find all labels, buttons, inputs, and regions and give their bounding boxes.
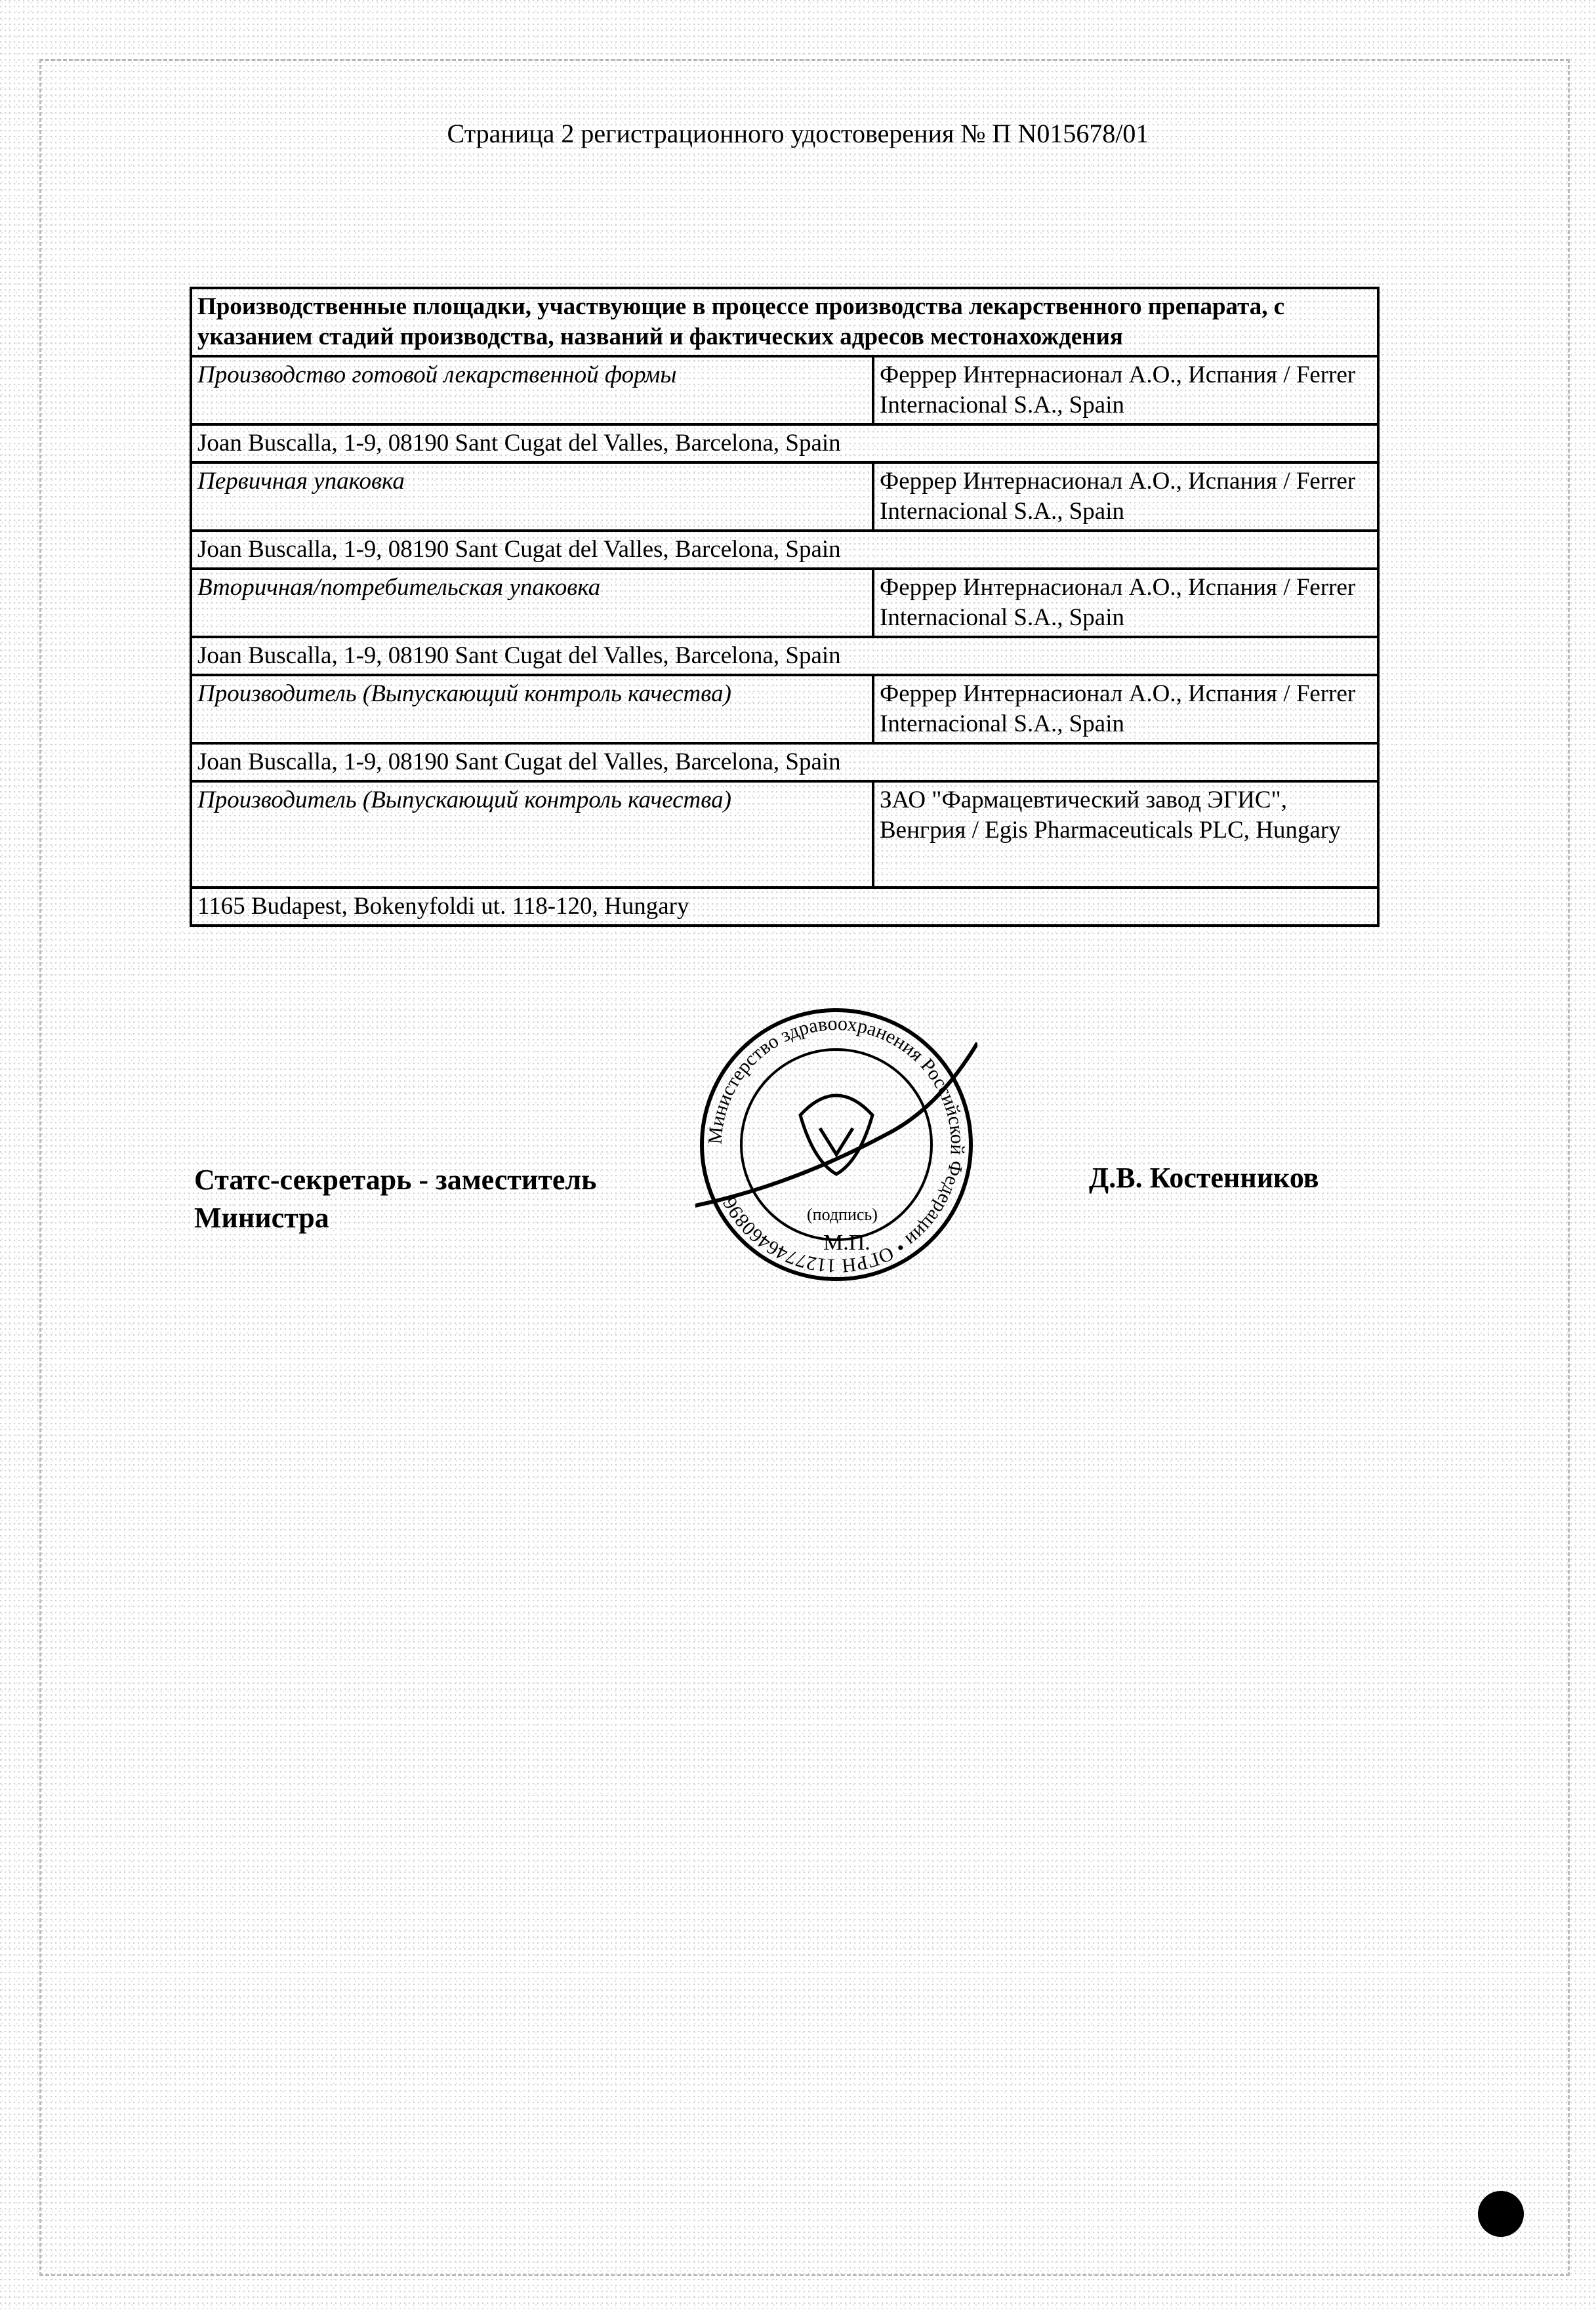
signatory-name: Д.В. Костенников — [1089, 1162, 1319, 1194]
company-cell: ЗАО "Фармацевтический завод ЭГИС", Венгрия / Egis Pharmaceuticals PLC, Hungary — [873, 781, 1378, 888]
page-title: Страница 2 регистрационного удостоверения № П N015678/01 — [447, 119, 1149, 148]
stage-cell: Производство готовой лекарственной формы — [191, 356, 873, 424]
company-cell: Феррер Интернасионал А.О., Испания / Ferrer Internacional S.A., Spain — [873, 462, 1378, 531]
official-seal-stamp — [695, 991, 977, 1292]
table-row — [191, 424, 1378, 462]
punch-hole-mark — [1478, 2191, 1524, 2237]
address-cell: 1165 Budapest, Bokenyfoldi ut. 118-120, Hungary — [191, 888, 1378, 926]
company-cell: Феррер Интернасионал А.О., Испания / Ferrer Internacional S.A., Spain — [873, 675, 1378, 743]
address-cell: Joan Buscalla, 1-9, 08190 Sant Cugat del Valles, Barcelona, Spain — [191, 743, 1378, 781]
table-row — [191, 781, 1378, 888]
eagle-emblem-icon — [800, 1095, 872, 1174]
address-cell: Joan Buscalla, 1-9, 08190 Sant Cugat del Valles, Barcelona, Spain — [191, 531, 1378, 569]
position-line-2: Министра — [194, 1202, 329, 1234]
production-sites-table — [190, 287, 1380, 927]
table-row — [191, 637, 1378, 675]
signatory-position — [194, 1161, 596, 1237]
position-line-1: Статс-секретарь - заместитель — [194, 1164, 597, 1196]
seal-label: М.П. — [823, 1231, 870, 1255]
table-row — [191, 569, 1378, 637]
table-row — [191, 888, 1378, 926]
table-row — [191, 356, 1378, 424]
table-row — [191, 675, 1378, 743]
stage-cell: Первичная упаковка — [191, 462, 873, 531]
table-row — [191, 531, 1378, 569]
table-heading-row — [191, 288, 1378, 356]
table-heading: Производственные площадки, участвующие в процессе производства лекарственного препарата, с указанием стадий производства, названий и фактических адресов местонахождения — [191, 288, 1378, 356]
address-cell: Joan Buscalla, 1-9, 08190 Sant Cugat del Valles, Barcelona, Spain — [191, 637, 1378, 675]
company-cell: Феррер Интернасионал А.О., Испания / Ferrer Internacional S.A., Spain — [873, 569, 1378, 637]
table-row — [191, 462, 1378, 531]
company-cell: Феррер Интернасионал А.О., Испания / Ferrer Internacional S.A., Spain — [873, 356, 1378, 424]
stage-cell: Производитель (Выпускающий контроль качества) — [191, 675, 873, 743]
sign-label: (подпись) — [807, 1205, 878, 1224]
seal-text: Министерство здравоохранения Российской Федерации • ОГРН 1127746460896 — [704, 1012, 969, 1277]
stage-cell: Вторичная/потребительская упаковка — [191, 569, 873, 637]
stage-cell: Производитель (Выпускающий контроль качества) — [191, 781, 873, 888]
table-row — [191, 743, 1378, 781]
address-cell: Joan Buscalla, 1-9, 08190 Sant Cugat del Valles, Barcelona, Spain — [191, 424, 1378, 462]
